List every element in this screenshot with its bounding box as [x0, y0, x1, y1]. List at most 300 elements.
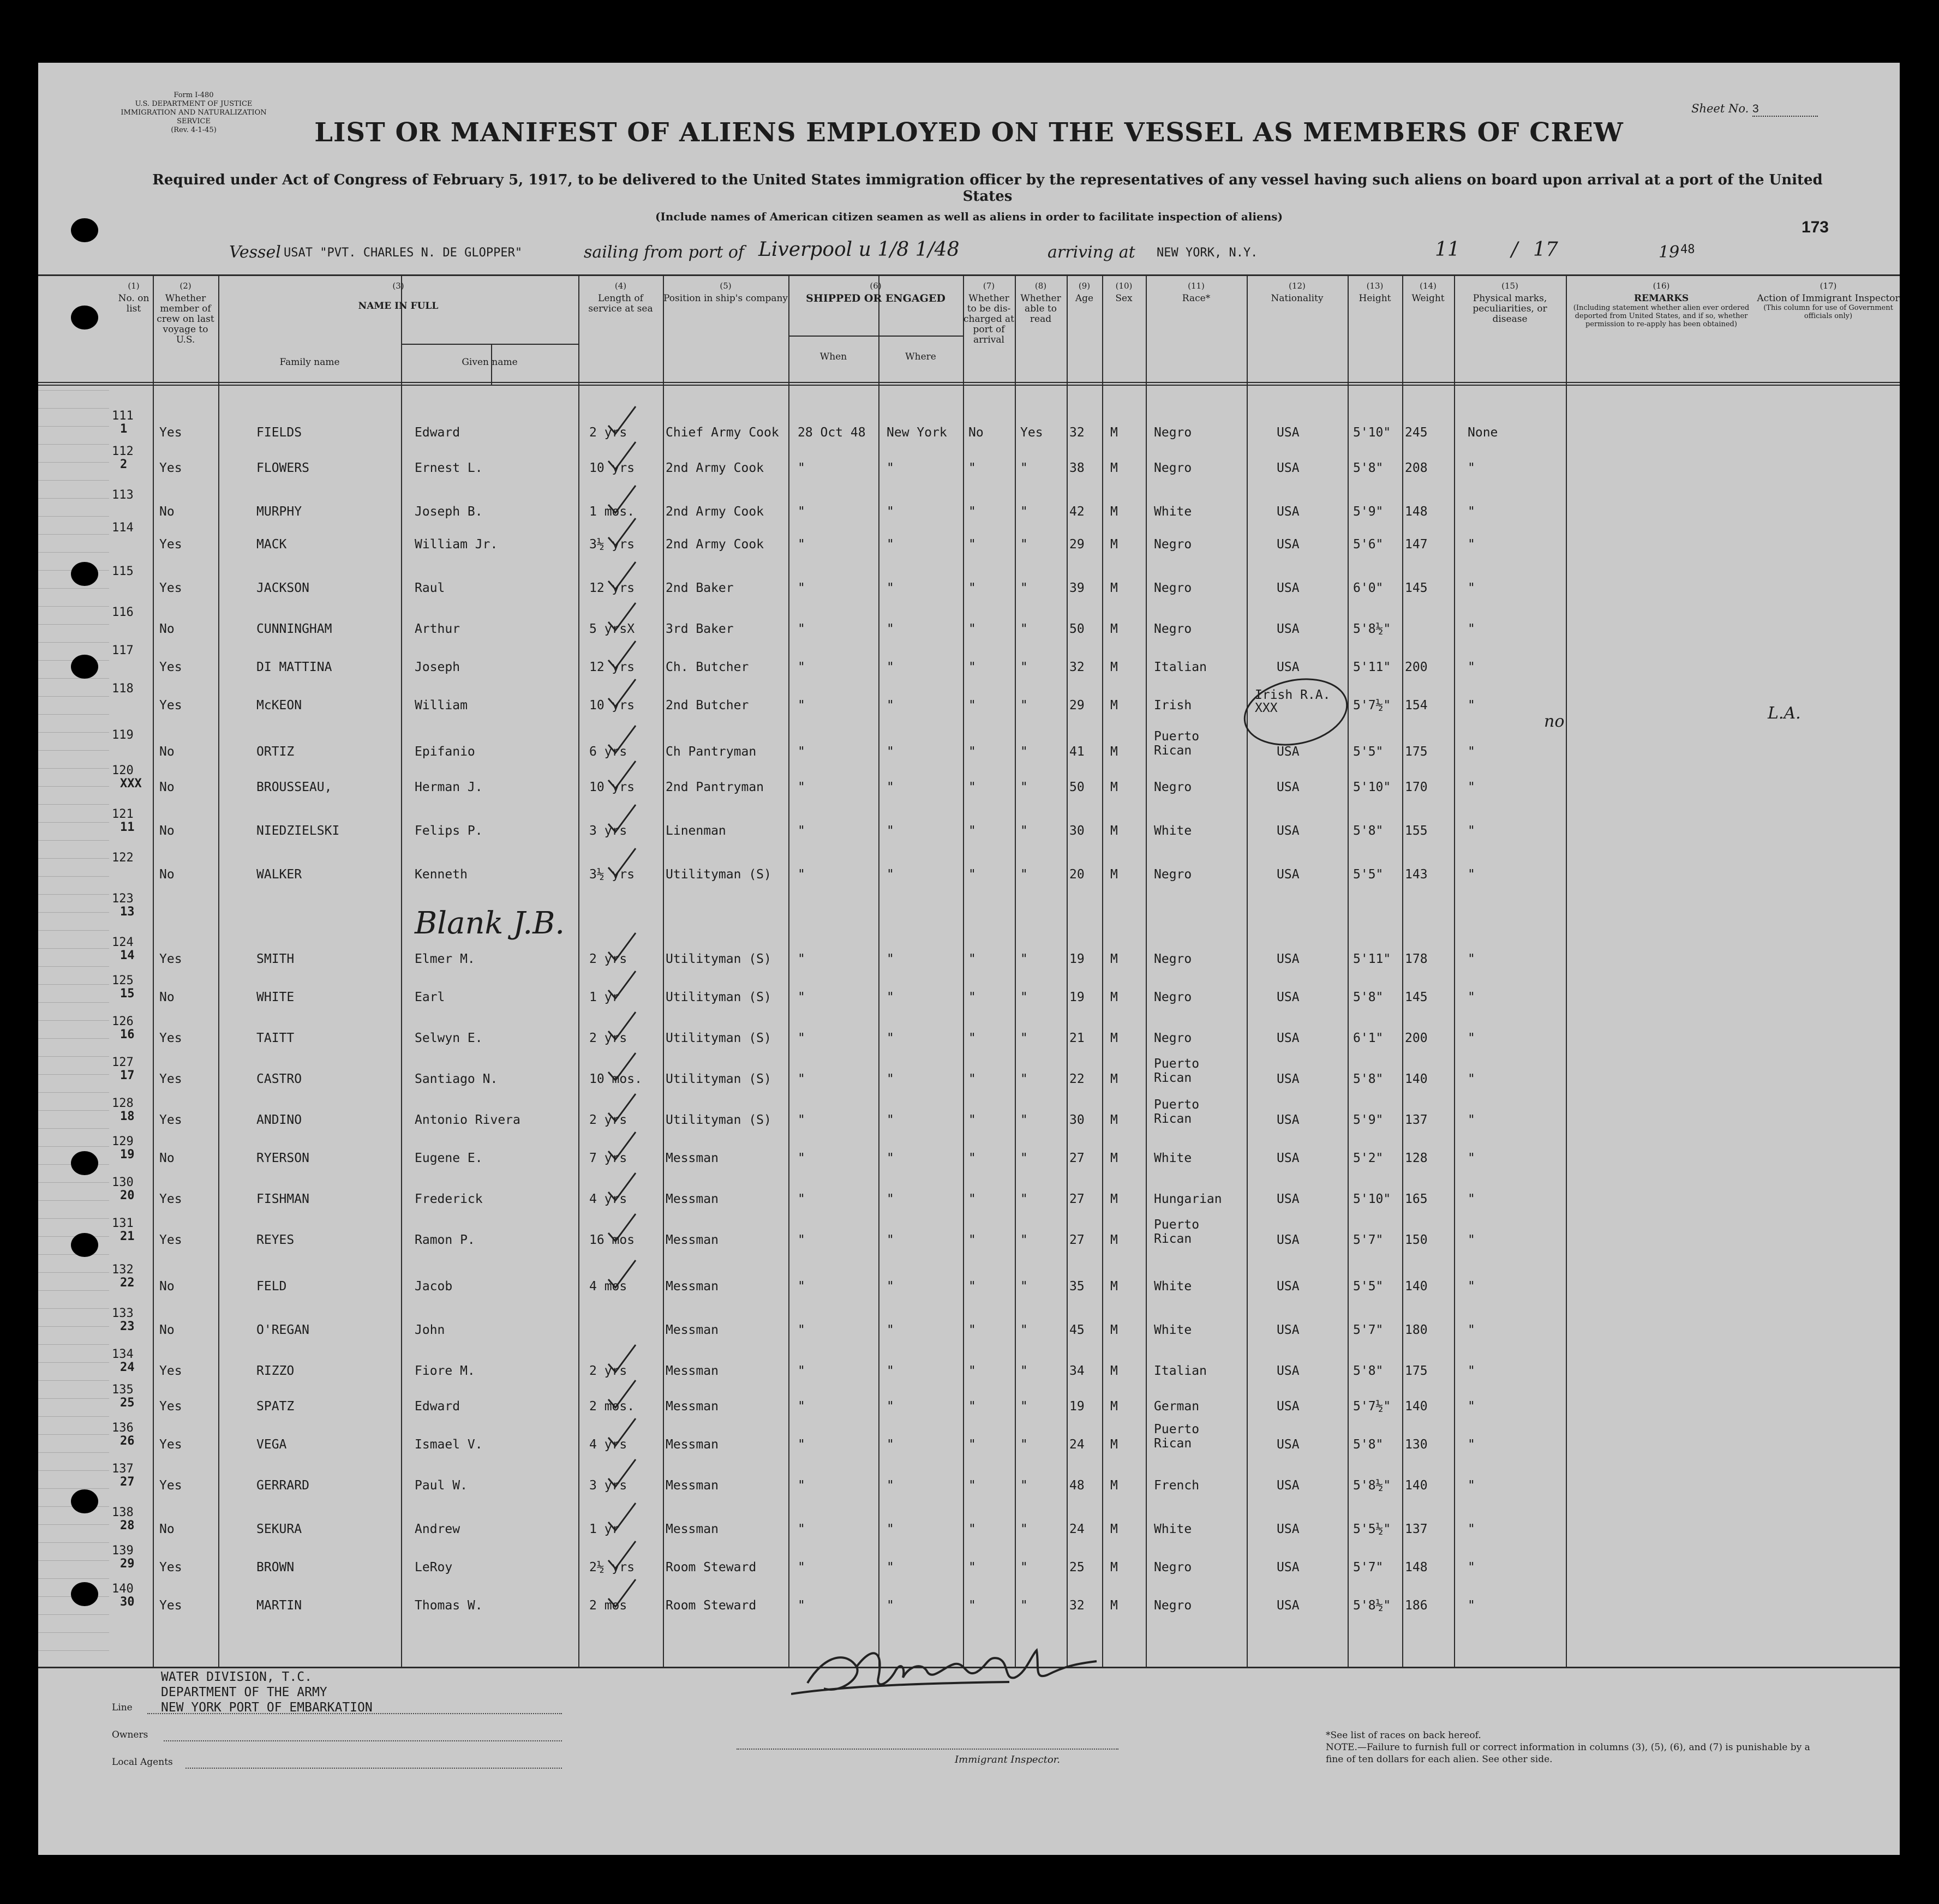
cell-when: ": [798, 745, 805, 759]
cell-age: 45: [1069, 1323, 1085, 1337]
cell-nat: USA: [1277, 952, 1300, 966]
cell-weight: 145: [1405, 990, 1428, 1004]
cell-read: ": [1020, 745, 1028, 759]
cell-marks: ": [1468, 660, 1475, 674]
cell-marks: ": [1468, 581, 1475, 595]
cell-crew: No: [159, 505, 175, 519]
cell-service: 7 yrs: [589, 1151, 627, 1165]
cell-nat: USA: [1277, 867, 1300, 882]
cell-height: 5'5": [1353, 1279, 1384, 1294]
cell-service: 2 yrs: [589, 1113, 627, 1127]
checkmark-icon: [606, 846, 638, 878]
list-number: 137: [112, 1462, 134, 1476]
list-number: 121: [112, 807, 134, 821]
checkmark-icon: [606, 1457, 638, 1489]
cell-crew: Yes: [159, 1113, 182, 1127]
checkmark-icon: [606, 930, 638, 963]
cell-crew: Yes: [159, 1031, 182, 1045]
cell-sex: M: [1110, 1113, 1118, 1127]
checkmark-icon: [606, 600, 638, 633]
cell-sex: M: [1110, 952, 1118, 966]
cell-dis: ": [968, 1399, 976, 1414]
cell-nat: USA: [1277, 1192, 1300, 1206]
list-number-seq: 27: [120, 1475, 135, 1489]
cell-given: Kenneth: [415, 867, 468, 882]
cell-sex: M: [1110, 824, 1118, 838]
cell-read: ": [1020, 780, 1028, 794]
cell-position: Messman: [666, 1323, 719, 1337]
list-number: 126: [112, 1015, 134, 1028]
checkmark-icon: [606, 723, 638, 756]
cell-dis: ": [968, 1323, 976, 1337]
cell-weight: 137: [1405, 1522, 1428, 1536]
cell-nat: USA: [1277, 660, 1300, 674]
column-header-c16: (16) REMARKS (Including statement whether alien ever ordered deported from United States, and if so, whether permission to re-apply has been obtained): [1573, 281, 1750, 328]
cell-age: 24: [1069, 1522, 1085, 1536]
cell-family: CASTRO: [256, 1072, 302, 1086]
cell-dis: ": [968, 1364, 976, 1378]
cell-given: Fiore M.: [415, 1364, 475, 1378]
cell-age: 24: [1069, 1438, 1085, 1452]
cell-family: RYERSON: [256, 1151, 309, 1165]
cell-crew: No: [159, 780, 175, 794]
list-number-seq: 26: [120, 1434, 135, 1448]
cell-given: Ismael V.: [415, 1438, 483, 1452]
cell-sex: M: [1110, 1478, 1118, 1493]
list-number: 114: [112, 521, 134, 535]
checkmark-icon: [606, 559, 638, 592]
cell-race: Negro: [1154, 867, 1192, 882]
cell-crew: Yes: [159, 1072, 182, 1086]
cell-read: ": [1020, 622, 1028, 636]
cell-race: Negro: [1154, 622, 1192, 636]
cell-weight: 140: [1405, 1072, 1428, 1086]
date-day: 17: [1533, 238, 1558, 261]
cell-read: ": [1020, 1113, 1028, 1127]
cell-dis: ": [968, 1192, 976, 1206]
cell-age: 21: [1069, 1031, 1085, 1045]
cell-age: 30: [1069, 1113, 1085, 1127]
list-number: 136: [112, 1421, 134, 1435]
cell-race: White: [1154, 1279, 1192, 1294]
cell-when: ": [798, 1192, 805, 1206]
cell-given: Santiago N.: [415, 1072, 498, 1086]
list-number-seq: 19: [120, 1148, 135, 1161]
cell-position: Messman: [666, 1279, 719, 1294]
cell-when: ": [798, 1399, 805, 1414]
cell-weight: 178: [1405, 952, 1428, 966]
cell-dis: ": [968, 1438, 976, 1452]
cell-height: 5'8": [1353, 824, 1384, 838]
cell-position: 2nd Pantryman: [666, 780, 764, 794]
cell-weight: 180: [1405, 1323, 1428, 1337]
cell-dis: ": [968, 1031, 976, 1045]
cell-age: 25: [1069, 1560, 1085, 1574]
cell-given: Thomas W.: [415, 1598, 483, 1613]
cell-dis: ": [968, 1151, 976, 1165]
cell-crew: No: [159, 622, 175, 636]
cell-marks: ": [1468, 952, 1475, 966]
cell-sex: M: [1110, 1323, 1118, 1337]
page-title: LIST OR MANIFEST OF ALIENS EMPLOYED ON THE VESSEL AS MEMBERS OF CREW: [314, 117, 1624, 148]
cell-weight: 245: [1405, 426, 1428, 440]
cell-given: Edward: [415, 426, 460, 440]
cell-dis: ": [968, 622, 976, 636]
cell-family: MURPHY: [256, 505, 302, 519]
cell-where: New York: [887, 426, 947, 440]
cell-read: ": [1020, 1438, 1028, 1452]
list-number: 119: [112, 728, 134, 742]
cell-age: 19: [1069, 1399, 1085, 1414]
cell-family: WHITE: [256, 990, 295, 1004]
column-header-c12: (12) Nationality: [1271, 281, 1324, 304]
cell-race: Italian: [1154, 660, 1207, 674]
cell-family: BROUSSEAU,: [256, 780, 332, 794]
cell-where: ": [887, 1598, 894, 1613]
cell-when: ": [798, 1031, 805, 1045]
year: 48: [1680, 243, 1695, 256]
cell-race: White: [1154, 1151, 1192, 1165]
cell-given: Eugene E.: [415, 1151, 483, 1165]
cell-family: JACKSON: [256, 581, 309, 595]
cell-age: 22: [1069, 1072, 1085, 1086]
column-header-shipped: (6) SHIPPED OR ENGAGED: [806, 281, 945, 304]
cell-race: Negro: [1154, 1598, 1192, 1613]
date-month: 11: [1435, 238, 1460, 261]
cell-weight: 154: [1405, 698, 1428, 712]
cell-dis: ": [968, 1233, 976, 1247]
cell-service: 4 yrs: [589, 1192, 627, 1206]
cell-height: 5'5": [1353, 867, 1384, 882]
cell-height: 5'2": [1353, 1151, 1384, 1165]
cell-age: 29: [1069, 537, 1085, 552]
cell-nat: USA: [1277, 1399, 1300, 1414]
cell-weight: 175: [1405, 745, 1428, 759]
list-number: 113: [112, 488, 134, 502]
column-header-c13: (13) Height: [1359, 281, 1391, 304]
cell-where: ": [887, 1233, 894, 1247]
cell-dis: ": [968, 581, 976, 595]
column-header-family-name: Family name: [279, 357, 340, 368]
cell-sex: M: [1110, 867, 1118, 882]
checkmark-icon: [606, 758, 638, 791]
binder-hole: [71, 306, 98, 330]
binder-hole: [71, 1151, 98, 1175]
cell-position: Room Steward: [666, 1560, 757, 1574]
cell-weight: 165: [1405, 1192, 1428, 1206]
cell-height: 5'8": [1353, 1438, 1384, 1452]
cell-given: Herman J.: [415, 780, 483, 794]
cell-race: Puerto Rican: [1154, 1057, 1200, 1085]
cell-sex: M: [1110, 1151, 1118, 1165]
cell-when: ": [798, 660, 805, 674]
binder-hole: [71, 1233, 98, 1257]
list-number-seq: 28: [120, 1519, 135, 1532]
cell-marks: ": [1468, 1323, 1475, 1337]
cell-race: Puerto Rican: [1154, 1422, 1200, 1451]
cell-service: 6 yrs: [589, 745, 627, 759]
list-number: 125: [112, 974, 134, 987]
cell-height: 5'8½": [1353, 1598, 1391, 1613]
cell-sex: M: [1110, 660, 1118, 674]
list-number-seq: 22: [120, 1276, 135, 1290]
binder-hole: [71, 1582, 98, 1606]
cell-crew: No: [159, 1279, 175, 1294]
cell-crew: Yes: [159, 1560, 182, 1574]
cell-dis: ": [968, 1113, 976, 1127]
cell-marks: ": [1468, 1399, 1475, 1414]
cell-sex: M: [1110, 745, 1118, 759]
cell-family: RIZZO: [256, 1364, 295, 1378]
cell-family: SPATZ: [256, 1399, 295, 1414]
cell-read: ": [1020, 824, 1028, 838]
cell-weight: 170: [1405, 780, 1428, 794]
list-number: 140: [112, 1582, 134, 1596]
cell-marks: ": [1468, 1522, 1475, 1536]
cell-read: ": [1020, 1151, 1028, 1165]
cell-crew: Yes: [159, 461, 182, 475]
cell-family: FLOWERS: [256, 461, 309, 475]
cell-race: Negro: [1154, 780, 1192, 794]
cell-read: ": [1020, 1192, 1028, 1206]
column-header-where: Where: [905, 351, 936, 362]
cell-race: White: [1154, 1522, 1192, 1536]
cell-where: ": [887, 1364, 894, 1378]
cell-dis: ": [968, 1522, 976, 1536]
list-number: 122: [112, 851, 134, 865]
cell-nat: USA: [1277, 1323, 1300, 1337]
cell-position: Utilityman (S): [666, 867, 771, 882]
cell-dis: ": [968, 745, 976, 759]
cell-where: ": [887, 824, 894, 838]
cell-given: Edward: [415, 1399, 460, 1414]
list-number: 111: [112, 409, 134, 423]
cell-when: ": [798, 780, 805, 794]
cell-marks: ": [1468, 867, 1475, 882]
cell-weight: 148: [1405, 1560, 1428, 1574]
cell-family: REYES: [256, 1233, 295, 1247]
cell-nat: USA: [1277, 426, 1300, 440]
cell-family: GERRARD: [256, 1478, 309, 1493]
cell-weight: 150: [1405, 1233, 1428, 1247]
cell-service: 5 yrsX: [589, 622, 635, 636]
cell-given: Elmer M.: [415, 952, 475, 966]
cell-where: ": [887, 1560, 894, 1574]
cell-crew: No: [159, 824, 175, 838]
cell-service: 12 yrs: [589, 581, 635, 595]
cell-age: 39: [1069, 581, 1085, 595]
cell-height: 5'9": [1353, 505, 1384, 519]
cell-when: ": [798, 622, 805, 636]
cell-race: Puerto Rican: [1154, 729, 1200, 758]
cell-dis: ": [968, 461, 976, 475]
cell-read: ": [1020, 1598, 1028, 1613]
cell-family: FIELDS: [256, 426, 302, 440]
cell-nat: USA: [1277, 1113, 1300, 1127]
cell-dis: ": [968, 505, 976, 519]
cell-nat: USA: [1277, 1598, 1300, 1613]
cell-where: ": [887, 780, 894, 794]
checkmark-icon: [606, 1091, 638, 1124]
cell-where: ": [887, 1323, 894, 1337]
cell-race: Negro: [1154, 537, 1192, 552]
cell-position: Utilityman (S): [666, 1031, 771, 1045]
cell-age: 34: [1069, 1364, 1085, 1378]
cell-crew: Yes: [159, 1438, 182, 1452]
cell-age: 20: [1069, 867, 1085, 882]
checkmark-icon: [606, 1378, 638, 1410]
cell-where: ": [887, 1192, 894, 1206]
cell-dis: ": [968, 952, 976, 966]
column-header-c7: (7) Whether to be dis-charged at port of arrival: [963, 281, 1014, 345]
list-number: 134: [112, 1348, 134, 1361]
cell-given: Andrew: [415, 1522, 460, 1536]
cell-height: 5'6": [1353, 537, 1384, 552]
cell-when: ": [798, 581, 805, 595]
cell-crew: No: [159, 1323, 175, 1337]
cell-when: ": [798, 952, 805, 966]
cell-height: 5'8": [1353, 990, 1384, 1004]
cell-where: ": [887, 1478, 894, 1493]
cell-read: ": [1020, 1478, 1028, 1493]
checkmark-icon: [606, 1258, 638, 1290]
cell-crew: No: [159, 1151, 175, 1165]
checkmark-icon: [606, 968, 638, 1001]
column-header-c10: (10) Sex: [1115, 281, 1133, 304]
cell-crew: Yes: [159, 952, 182, 966]
cell-marks: ": [1468, 1438, 1475, 1452]
vessel-line: Vessel USAT "PVT. CHARLES N. DE GLOPPER" sailing from port of Liverpool u 1/8 1/48 arriving at NEW YORK, N.Y. 11 / 17 19 48: [229, 238, 1695, 262]
cell-service: 2 mos: [589, 1598, 627, 1613]
immigrant-inspector-label: Immigrant Inspector.: [955, 1754, 1061, 1765]
cell-where: ": [887, 867, 894, 882]
cell-service: 2½ yrs: [589, 1560, 635, 1574]
cell-sex: M: [1110, 1438, 1118, 1452]
cell-height: 5'11": [1353, 952, 1391, 966]
cell-crew: No: [159, 990, 175, 1004]
cell-weight: 128: [1405, 1151, 1428, 1165]
cell-given: Ramon P.: [415, 1233, 475, 1247]
cell-given: Frederick: [415, 1192, 483, 1206]
cell-dis: ": [968, 780, 976, 794]
cell-position: Messman: [666, 1438, 719, 1452]
cell-given: Epifanio: [415, 745, 475, 759]
cell-service: 1 yr: [589, 990, 620, 1004]
cell-height: 5'11": [1353, 660, 1391, 674]
cell-position: Utilityman (S): [666, 1113, 771, 1127]
cell-race: White: [1154, 505, 1192, 519]
column-header-c5: (5) Position in ship's company: [663, 281, 788, 304]
cell-height: 5'5½": [1353, 1522, 1391, 1536]
cell-when: ": [798, 698, 805, 712]
cell-read: ": [1020, 1072, 1028, 1086]
checkmark-icon: [606, 1416, 638, 1448]
cell-given: William Jr.: [415, 537, 498, 552]
column-header-c11: (11) Race*: [1182, 281, 1211, 304]
list-number: 123: [112, 892, 134, 906]
cell-sex: M: [1110, 1364, 1118, 1378]
cell-age: 35: [1069, 1279, 1085, 1294]
manifest-sheet: [38, 63, 1900, 1855]
cell-read: ": [1020, 1279, 1028, 1294]
list-number-seq: 16: [120, 1028, 135, 1041]
cell-sex: M: [1110, 1192, 1118, 1206]
cell-nat: USA: [1277, 745, 1300, 759]
cell-marks: ": [1468, 505, 1475, 519]
cell-sex: M: [1110, 1072, 1118, 1086]
cell-weight: 140: [1405, 1399, 1428, 1414]
local-agents-label: Local Agents: [112, 1757, 173, 1768]
list-number: 133: [112, 1307, 134, 1320]
cell-age: 27: [1069, 1151, 1085, 1165]
cell-when: ": [798, 1478, 805, 1493]
cell-dis: ": [968, 990, 976, 1004]
cell-position: Room Steward: [666, 1598, 757, 1613]
cell-marks: ": [1468, 1192, 1475, 1206]
cell-height: 6'0": [1353, 581, 1384, 595]
cell-race: Puerto Rican: [1154, 1098, 1200, 1126]
cell-where: ": [887, 1072, 894, 1086]
cell-position: Utilityman (S): [666, 1072, 771, 1086]
cell-dis: ": [968, 660, 976, 674]
cell-when: ": [798, 990, 805, 1004]
list-number-seq: XXX: [120, 777, 142, 791]
cell-nat: USA: [1277, 537, 1300, 552]
cell-race: French: [1154, 1478, 1200, 1493]
cell-position: Ch. Butcher: [666, 660, 749, 674]
cell-service: 3 yrs: [589, 1478, 627, 1493]
list-number-seq: 20: [120, 1189, 135, 1202]
signature-image: [791, 1634, 1140, 1705]
list-number: 130: [112, 1176, 134, 1189]
cell-height: 5'9": [1353, 1113, 1384, 1127]
cell-position: Messman: [666, 1233, 719, 1247]
cell-given: Joseph B.: [415, 505, 483, 519]
cell-service: 10 yrs: [589, 780, 635, 794]
cell-marks: ": [1468, 1279, 1475, 1294]
cell-service: 3½ yrs: [589, 537, 635, 552]
cell-sex: M: [1110, 1031, 1118, 1045]
cell-family: MACK: [256, 537, 287, 552]
cell-race: Irish: [1154, 698, 1192, 712]
cell-race: Hungarian: [1154, 1192, 1222, 1206]
cell-weight: 175: [1405, 1364, 1428, 1378]
cell-crew: Yes: [159, 581, 182, 595]
cell-sex: M: [1110, 1598, 1118, 1613]
cell-crew: Yes: [159, 537, 182, 552]
remarks-mark: no: [1544, 712, 1565, 731]
checkmark-icon: [606, 1129, 638, 1162]
binder-hole: [71, 218, 98, 242]
cell-nat: USA: [1277, 1364, 1300, 1378]
cell-position: Utilityman (S): [666, 952, 771, 966]
cell-race: German: [1154, 1399, 1200, 1414]
cell-when: ": [798, 537, 805, 552]
cell-nat: USA: [1277, 1151, 1300, 1165]
cell-crew: Yes: [159, 1233, 182, 1247]
list-number-seq: 2: [120, 458, 128, 471]
list-number: 138: [112, 1506, 134, 1519]
column-header-c17: (17) Action of Immigrant Inspector (This column for use of Government officials only): [1757, 281, 1900, 320]
cell-where: ": [887, 537, 894, 552]
sheet-number-value: 3: [1752, 103, 1818, 117]
cell-dis: ": [968, 824, 976, 838]
cell-nat: USA: [1277, 1031, 1300, 1045]
cell-position: 2nd Army Cook: [666, 505, 764, 519]
list-number-seq: 21: [120, 1230, 135, 1243]
cell-when: ": [798, 1279, 805, 1294]
cell-marks: ": [1468, 1233, 1475, 1247]
